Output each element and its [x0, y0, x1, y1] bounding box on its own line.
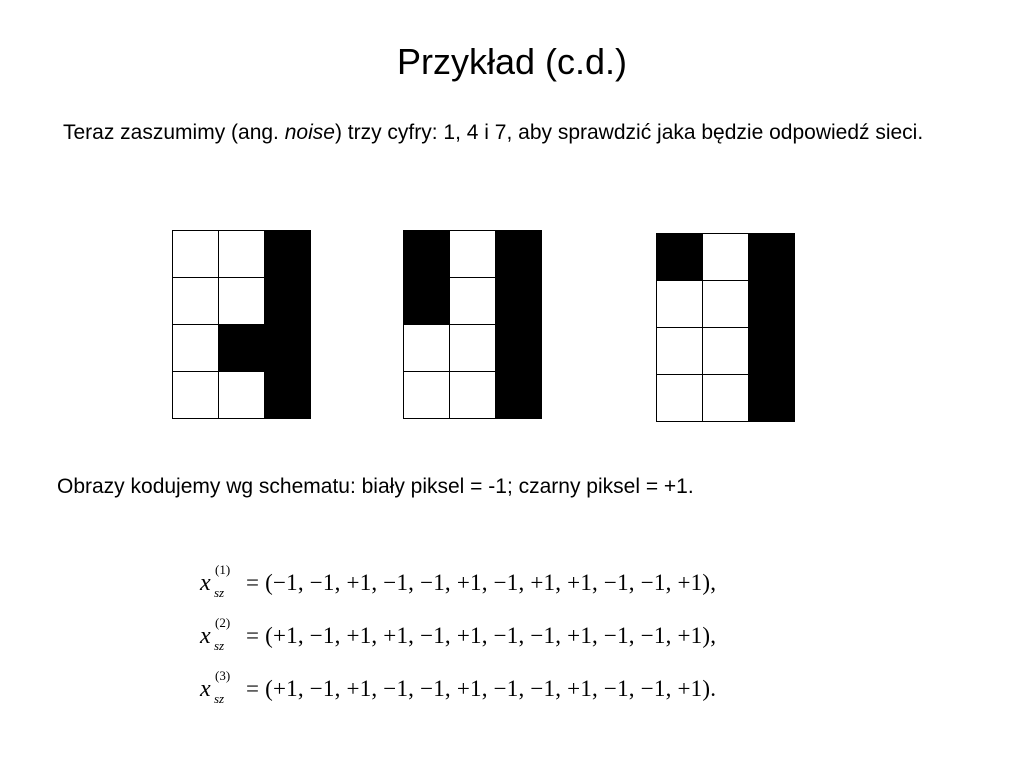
- black-pixel-cell: [496, 325, 542, 372]
- white-pixel-cell: [173, 325, 219, 372]
- white-pixel-cell: [173, 231, 219, 278]
- black-pixel-cell: [496, 372, 542, 419]
- black-pixel-cell: [496, 278, 542, 325]
- intro-text-end: ) trzy cyfry: 1, 4 i 7, aby sprawdzić jaka będzie odpowiedź sieci.: [334, 121, 924, 144]
- intro-paragraph: [63, 116, 985, 150]
- equation-2-vector: = (+1, −1, +1, +1, −1, +1, −1, −1, +1, −1, −1, +1),: [246, 623, 717, 648]
- white-pixel-cell: [173, 278, 219, 325]
- black-pixel-cell: [749, 234, 795, 281]
- equation-3-vector: = (+1, −1, +1, −1, −1, +1, −1, −1, +1, −1, −1, +1).: [246, 676, 717, 701]
- slide-title: Przykład (c.d.): [396, 41, 628, 82]
- white-pixel-cell: [703, 281, 749, 328]
- black-pixel-cell: [265, 278, 311, 325]
- equation-2-subscript: sz: [214, 638, 225, 653]
- white-pixel-cell: [703, 328, 749, 375]
- white-pixel-cell: [450, 372, 496, 419]
- black-pixel-cell: [219, 325, 265, 372]
- encoding-note: Obrazy kodujemy wg schematu: biały piksel = -1; czarny piksel = +1.: [57, 475, 694, 498]
- black-pixel-cell: [265, 231, 311, 278]
- equation-3-var-x: x: [200, 676, 211, 702]
- black-pixel-cell: [404, 278, 450, 325]
- white-pixel-cell: [657, 375, 703, 422]
- equation-3-subscript: sz: [214, 691, 225, 706]
- white-pixel-cell: [703, 375, 749, 422]
- equation-1-var-x: x: [200, 570, 211, 596]
- white-pixel-cell: [404, 325, 450, 372]
- noisy-digit-4-grid: [403, 230, 542, 419]
- black-pixel-cell: [749, 328, 795, 375]
- black-pixel-cell: [657, 234, 703, 281]
- white-pixel-cell: [173, 372, 219, 419]
- equation-3-superscript: (3): [215, 668, 231, 683]
- white-pixel-cell: [450, 231, 496, 278]
- white-pixel-cell: [657, 328, 703, 375]
- noisy-digit-1-grid: [172, 230, 311, 419]
- intro-text-start: Teraz zaszumimy (ang.: [63, 121, 285, 144]
- white-pixel-cell: [450, 278, 496, 325]
- black-pixel-cell: [265, 325, 311, 372]
- intro-text-italic: noise: [284, 121, 335, 144]
- black-pixel-cell: [265, 372, 311, 419]
- white-pixel-cell: [450, 325, 496, 372]
- noisy-digit-7-grid: [656, 233, 795, 422]
- equation-2-var-x: x: [200, 623, 211, 649]
- equation-2-superscript: (2): [215, 615, 231, 630]
- white-pixel-cell: [219, 278, 265, 325]
- white-pixel-cell: [219, 231, 265, 278]
- equation-1-subscript: sz: [214, 585, 225, 600]
- white-pixel-cell: [219, 372, 265, 419]
- white-pixel-cell: [703, 234, 749, 281]
- black-pixel-cell: [496, 231, 542, 278]
- equation-1-vector: = (−1, −1, +1, −1, −1, +1, −1, +1, +1, −1, −1, +1),: [246, 570, 717, 595]
- black-pixel-cell: [749, 281, 795, 328]
- white-pixel-cell: [657, 281, 703, 328]
- white-pixel-cell: [404, 372, 450, 419]
- black-pixel-cell: [749, 375, 795, 422]
- equation-1-superscript: (1): [215, 562, 231, 577]
- black-pixel-cell: [404, 231, 450, 278]
